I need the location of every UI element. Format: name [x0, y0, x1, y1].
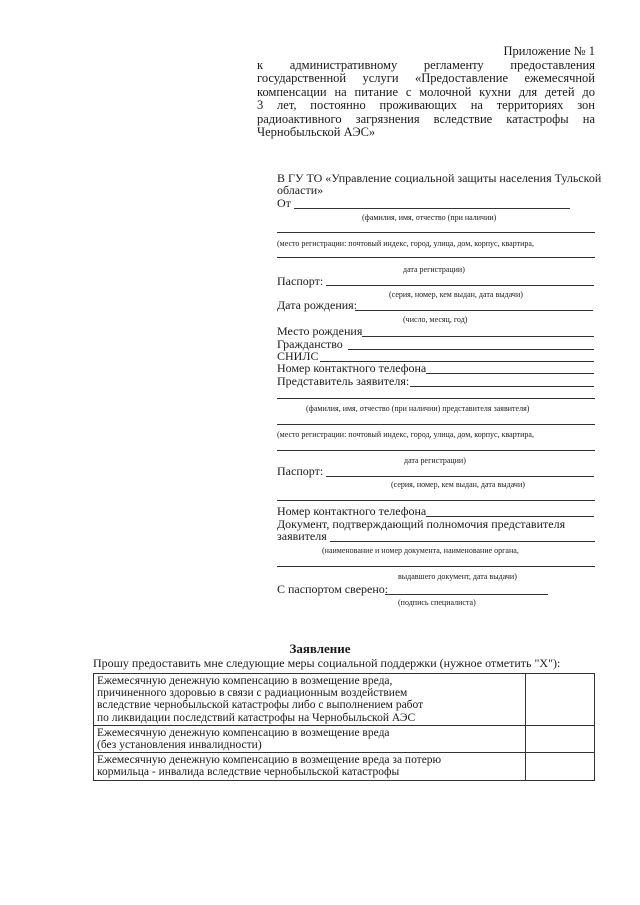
citizenship-field[interactable]	[348, 349, 594, 350]
rep-address-field[interactable]	[277, 424, 595, 425]
option-line: причиненного здоровью в связи с радиационным воздействием	[97, 687, 408, 700]
representative-field[interactable]	[410, 386, 594, 387]
from-label: От	[277, 196, 291, 210]
option-checkbox[interactable]	[526, 725, 595, 752]
option-checkbox[interactable]	[526, 674, 595, 726]
address-field[interactable]	[277, 257, 595, 258]
appendix-number: Приложение № 1	[503, 44, 595, 58]
appendix-line: государственной услуги «Предоставление ежемесячной	[257, 71, 595, 85]
signature-field[interactable]	[385, 594, 548, 595]
hint-fio: (фамилия, имя, отчество (при наличии)	[362, 213, 497, 222]
hint-doc: (наименование и номер документа, наименование органа,	[322, 546, 519, 555]
birth-date-field[interactable]	[355, 310, 593, 311]
statement-request: Прошу предоставить мне следующие меры социальной поддержки (нужное отметить "X"):	[93, 656, 561, 670]
option-text	[94, 753, 526, 780]
statement-title: Заявление	[289, 641, 351, 656]
option-line: Ежемесячную денежную компенсацию в возмещение вреда,	[97, 675, 393, 687]
citizenship-label: Гражданство	[277, 337, 343, 351]
authority-doc-field[interactable]	[330, 541, 595, 542]
birth-place-field[interactable]	[362, 336, 594, 337]
option-text	[94, 674, 526, 726]
addressee-line1: В ГУ ТО «Управление социальной защиты населения Тульской	[277, 171, 602, 185]
addressee-line2: области»	[277, 183, 324, 197]
hint-reg-date: дата регистрации)	[403, 265, 465, 274]
passport-field[interactable]	[326, 285, 594, 286]
authority-doc-label-2: заявителя	[277, 529, 327, 543]
hint-rep-address: (место регистрации: почтовый индекс, город, улица, дом, корпус, квартира,	[277, 430, 534, 439]
rep-passport-field-2[interactable]	[277, 500, 595, 501]
hint-passport: (серия, номер, кем выдан, дата выдачи)	[389, 290, 523, 299]
passport-label: Паспорт:	[277, 274, 324, 288]
option-text	[94, 725, 526, 752]
options-table	[93, 673, 595, 781]
applicant-fio-field[interactable]	[277, 232, 595, 233]
hint-address: (место регистрации: почтовый индекс, город, улица, дом, корпус, квартира,	[277, 239, 534, 248]
authority-doc-label: Документ, подтверждающий полномочия представителя	[277, 517, 566, 531]
option-checkbox[interactable]	[526, 753, 595, 780]
option-line: (без установления инвалидности)	[97, 739, 262, 752]
appendix-line: радиоактивного загрязнения вследствие катастрофы на	[257, 111, 595, 126]
option-row	[94, 725, 595, 752]
snils-label: СНИЛС	[277, 349, 319, 363]
from-field[interactable]	[294, 208, 570, 209]
birth-place-label: Место рождения	[277, 324, 363, 338]
option-line: по ликвидации последствий катастрофы на Чернобыльской АЭС	[97, 711, 416, 724]
hint-birth-date: (число, месяц, год)	[403, 315, 468, 324]
verified-label: С паспортом сверено:	[277, 582, 389, 596]
hint-signature: (подпись специалиста)	[398, 598, 476, 607]
authority-doc-field-2[interactable]	[277, 566, 595, 567]
appendix-line: компенсации на питание с молочной кухни для детей до	[257, 84, 595, 99]
representative-label: Представитель заявителя:	[277, 374, 410, 388]
appendix-line: 3 лет, постоянно проживающих на территориях зон	[257, 98, 595, 112]
rep-passport-field[interactable]	[326, 476, 594, 477]
appendix-line: Чернобыльской АЭС»	[257, 125, 376, 139]
option-line: вследствие чернобыльской катастрофы либо с выполнением работ	[97, 699, 424, 712]
option-line: кормильца - инвалида вследствие чернобыльской катастрофы	[97, 766, 400, 779]
rep-address-field-2[interactable]	[277, 450, 595, 451]
phone-label: Номер контактного телефона	[277, 361, 427, 375]
option-row	[94, 753, 595, 780]
option-line: Ежемесячную денежную компенсацию в возмещение вреда за потерю	[97, 754, 442, 767]
appendix-line: к административному регламенту предоставления	[257, 57, 595, 72]
option-row	[94, 674, 595, 726]
option-line: Ежемесячную денежную компенсацию в возмещение вреда	[97, 726, 390, 739]
appendix-header	[257, 45, 595, 140]
representative-fio-field[interactable]	[277, 398, 595, 399]
phone-field[interactable]	[426, 373, 594, 374]
birth-date-label: Дата рождения:	[277, 298, 358, 312]
hint-rep-reg-date: дата регистрации)	[404, 456, 466, 465]
hint-doc-2: выдавшего документ, дата выдачи)	[398, 572, 517, 581]
hint-rep-passport: (серия, номер, кем выдан, дата выдачи)	[391, 480, 525, 489]
rep-passport-label: Паспорт:	[277, 464, 324, 478]
hint-rep-fio: (фамилия, имя, отчество (при наличии) представителя заявителя)	[306, 404, 530, 413]
rep-phone-label: Номер контактного телефона	[277, 504, 427, 518]
